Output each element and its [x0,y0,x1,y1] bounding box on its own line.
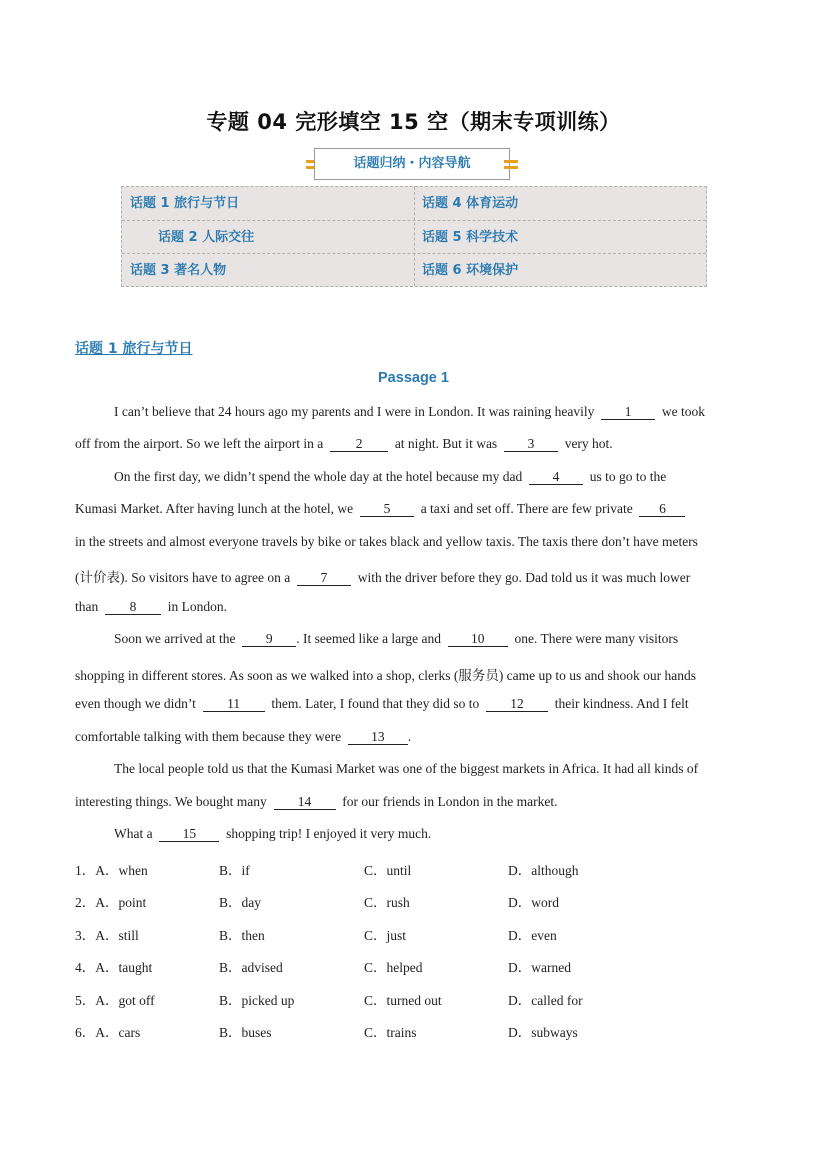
blank-9: 9 [242,632,296,647]
section-heading[interactable]: 话题 1 旅行与节日 [75,341,193,357]
passage-line [114,826,431,842]
text-span: comfortable talking with them because they were [75,729,342,744]
passage-line [114,404,752,420]
topic-link[interactable]: 话题 4 体育运动 [422,196,519,211]
text-span: than [75,599,99,614]
passage-line [75,436,613,452]
blank-4: 4 [529,470,583,485]
passage-line [114,631,678,647]
passage-line [75,501,685,517]
option-d[interactable]: D．word [508,895,559,910]
option-c[interactable]: C．trains [364,1025,417,1040]
option-c[interactable]: C．helped [364,960,423,975]
text-span: off from the airport. So we left the airport in a [75,436,324,451]
blank-13: 13 [348,730,408,745]
blank-10: 10 [448,632,508,647]
option-b[interactable]: B．picked up [219,993,295,1008]
passage-line [75,534,698,550]
topic-link[interactable]: 话题 1 旅行与节日 [130,196,240,211]
option-a[interactable]: 6．A．cars [75,1025,141,1040]
option-d[interactable]: D．subways [508,1025,578,1040]
blank-11: 11 [203,697,265,712]
question-options [75,956,752,974]
text-span: What a [114,826,153,841]
text-span: even though we didn’t [75,696,196,711]
passage-line [75,664,696,684]
topic-link[interactable]: 话题 2 人际交往 [158,230,255,245]
option-b[interactable]: B．if [219,863,250,878]
text-span: (计价表). So visitors have to agree on a [75,570,291,585]
text-span: their kindness. And I felt [554,696,689,711]
option-d[interactable]: D．even [508,928,557,943]
option-c[interactable]: C．until [364,863,412,878]
blank-8: 8 [105,600,161,615]
topic-link[interactable]: 话题 5 科学技术 [422,230,519,245]
blank-15: 15 [159,827,219,842]
text-span: . It seemed like a large and [296,631,442,646]
topic-table [121,186,707,287]
passage-line [75,599,227,615]
option-a[interactable]: 4．A．taught [75,960,153,975]
option-c[interactable]: C．just [364,928,407,943]
option-b[interactable]: B．day [219,895,261,910]
option-a[interactable]: 3．A．still [75,928,139,943]
option-a[interactable]: 5．A．got off [75,993,155,1008]
section-banner [304,148,520,182]
passage-line [114,469,666,485]
option-a[interactable]: 2．A．point [75,895,147,910]
text-span: with the driver before they go. Dad told us it was much lower [357,570,691,585]
blank-14: 14 [274,795,336,810]
question-options [75,859,752,877]
banner-label: 话题归纳・内容导航 [314,148,510,180]
topic-link[interactable]: 话题 3 著名人物 [130,263,227,278]
topic-row [122,253,706,287]
passage-line [75,729,411,745]
option-d[interactable]: D．called for [508,993,583,1008]
text-span: shopping in different stores. As soon as we walked into a shop, clerks (服务员) came up to us and shook our hands [75,668,697,683]
topic-link[interactable]: 话题 6 环境保护 [422,263,519,278]
blank-6: 6 [639,502,685,517]
option-c[interactable]: C．rush [364,895,410,910]
topic-row [122,220,706,254]
option-d[interactable]: D．although [508,863,579,878]
text-span: very hot. [564,436,613,451]
blank-7: 7 [297,571,351,586]
question-options [75,924,752,942]
text-span: them. Later, I found that they did so to [271,696,480,711]
question-options [75,989,752,1007]
text-span: I can’t believe that 24 hours ago my parents and I were in London. It was raining heavily [114,404,595,419]
option-b[interactable]: B．advised [219,960,283,975]
text-span: The local people told us that the Kumasi Market was one of the biggest markets in Africa. It had all kinds of [114,761,699,776]
text-span: one. There were many visitors [514,631,679,646]
text-span: for our friends in London in the market. [342,794,558,809]
question-options [75,891,752,909]
text-span: Kumasi Market. After having lunch at the hotel, we [75,501,354,516]
passage-line [114,761,698,777]
banner-right-mark [504,160,518,163]
text-span: in London. [167,599,227,614]
blank-5: 5 [360,502,414,517]
text-span: us to go to the [589,469,667,484]
blank-2: 2 [330,437,388,452]
text-span: we took [661,404,705,419]
text-span: interesting things. We bought many [75,794,267,809]
option-b[interactable]: B．then [219,928,265,943]
passage-line [75,566,690,586]
text-span: . [407,729,412,744]
text-span: Soon we arrived at the [114,631,236,646]
topic-row [122,187,706,220]
passage-line [75,696,689,712]
text-span: in the streets and almost everyone travels by bike or takes black and yellow taxis. The taxis there don’t have meters [75,534,698,549]
text-span: a taxi and set off. There are few private [420,501,633,516]
banner-top-border [314,148,510,149]
option-a[interactable]: 1．A．when [75,863,148,878]
text-span: shopping trip! I enjoyed it very much. [226,826,432,841]
option-c[interactable]: C．turned out [364,993,442,1008]
blank-3: 3 [504,437,558,452]
text-span: On the first day, we didn’t spend the whole day at the hotel because my dad [114,469,523,484]
page-title: 专题 04 完形填空 15 空（期末专项训练） [206,110,621,134]
blank-1: 1 [601,405,655,420]
option-d[interactable]: D．warned [508,960,571,975]
banner-right-mark [504,166,518,169]
text-span: at night. But it was [394,436,498,451]
blank-12: 12 [486,697,548,712]
question-options [75,1021,752,1039]
passage-title: Passage 1 [378,370,449,386]
option-b[interactable]: B．buses [219,1025,272,1040]
passage-line [75,794,557,810]
